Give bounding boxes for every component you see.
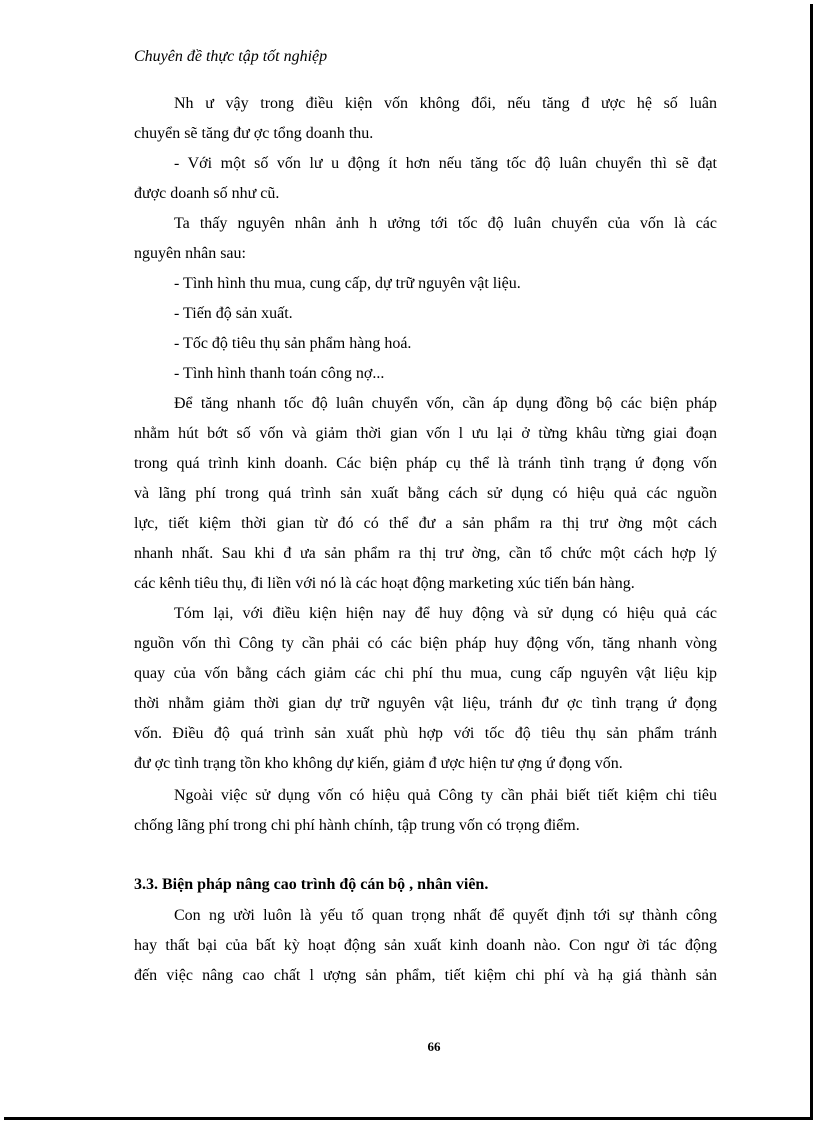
page-shadow-bottom [4, 1117, 813, 1120]
body-line: lực, tiết kiệm thời gian từ đó có thể đư a sản phẩm ra thị trư ờng một cách [134, 515, 717, 532]
body-line: nhanh nhất. Sau khi đ ưa sản phẩm ra thị trư ờng, cần tổ chức một cách hợp lý [134, 545, 717, 562]
page-number: 66 [427, 1039, 441, 1054]
list-item: - Tình hình thu mua, cung cấp, dự trữ nguyên vật liệu. [174, 275, 521, 292]
body-line: thời nhằm giảm thời gian dự trữ nguyên vật liệu, tránh đư ợc tình trạng ứ đọng [134, 695, 717, 712]
body-line: Ta thấy nguyên nhân ảnh h ưởng tới tốc độ luân chuyển của vốn là các [174, 215, 717, 232]
section-heading: 3.3. Biện pháp nâng cao trình độ cán bộ , nhân viên. [134, 876, 489, 893]
body-line: Tóm lại, với điều kiện hiện nay để huy động và sử dụng có hiệu quả các [174, 605, 717, 622]
body-line: chống lãng phí trong chi phí hành chính, tập trung vốn có trọng điểm. [134, 817, 580, 834]
body-line: hay thất bại của bất kỳ hoạt động sản xuất kinh doanh nào. Con ngư ời tác động [134, 937, 717, 954]
running-header: Chuyên đề thực tập tốt nghiệp [134, 48, 328, 65]
body-line: nguồn vốn thì Công ty cần phải có các biện pháp huy động vốn, tăng nhanh vòng [134, 635, 717, 652]
body-line: đư ợc tình trạng tồn kho không dự kiến, giảm đ ược hiện tư ợng ứ đọng vốn. [134, 755, 623, 772]
body-line: đến việc nâng cao chất l ượng sản phẩm, tiết kiệm chi phí và hạ giá thành sản [134, 967, 717, 984]
body-line: nhằm hút bớt số vốn và giảm thời gian vốn l ưu lại ở từng khâu từng giai đoạn [134, 425, 717, 442]
body-line: các kênh tiêu thụ, đi liền với nó là các hoạt động marketing xúc tiến bán hàng. [134, 575, 635, 592]
body-line: Để tăng nhanh tốc độ luân chuyển vốn, cần áp dụng đồng bộ các biện pháp [174, 395, 717, 412]
body-line: nguyên nhân sau: [134, 245, 246, 262]
body-line: và lãng phí trong quá trình sản xuất bằng cách sử dụng có hiệu quả các nguồn [134, 485, 717, 502]
body-line: Ngoài việc sử dụng vốn có hiệu quả Công ty cần phải biết tiết kiệm chi tiêu [174, 787, 717, 804]
body-line: quay của vốn bằng cách giảm các chi phí thu mua, cung cấp nguyên vật liệu kịp [134, 665, 717, 682]
body-line: Nh ư vậy trong điều kiện vốn không đổi, nếu tăng đ ược hệ số luân [174, 95, 717, 112]
body-line: Con ng ười luôn là yếu tố quan trọng nhất để quyết định tới sự thành công [174, 907, 717, 924]
list-item: - Tiến độ sản xuất. [174, 305, 293, 322]
body-line: vốn. Điều độ quá trình sản xuất phù hợp với tốc độ tiêu thụ sản phẩm tránh [134, 725, 717, 742]
list-item: - Tốc độ tiêu thụ sản phẩm hàng hoá. [174, 335, 412, 352]
list-item: - Tình hình thanh toán công nợ... [174, 365, 385, 382]
body-line: chuyển sẽ tăng đư ợc tổng doanh thu. [134, 125, 374, 142]
page-shadow-right [810, 4, 813, 1120]
body-line: được doanh số như cũ. [134, 185, 280, 202]
body-line: trong quá trình kinh doanh. Các biện pháp cụ thể là tránh tình trạng ứ đọng vốn [134, 455, 717, 472]
body-line: - Với một số vốn lư u động ít hơn nếu tăng tốc độ luân chuyển thì sẽ đạt [174, 155, 717, 172]
